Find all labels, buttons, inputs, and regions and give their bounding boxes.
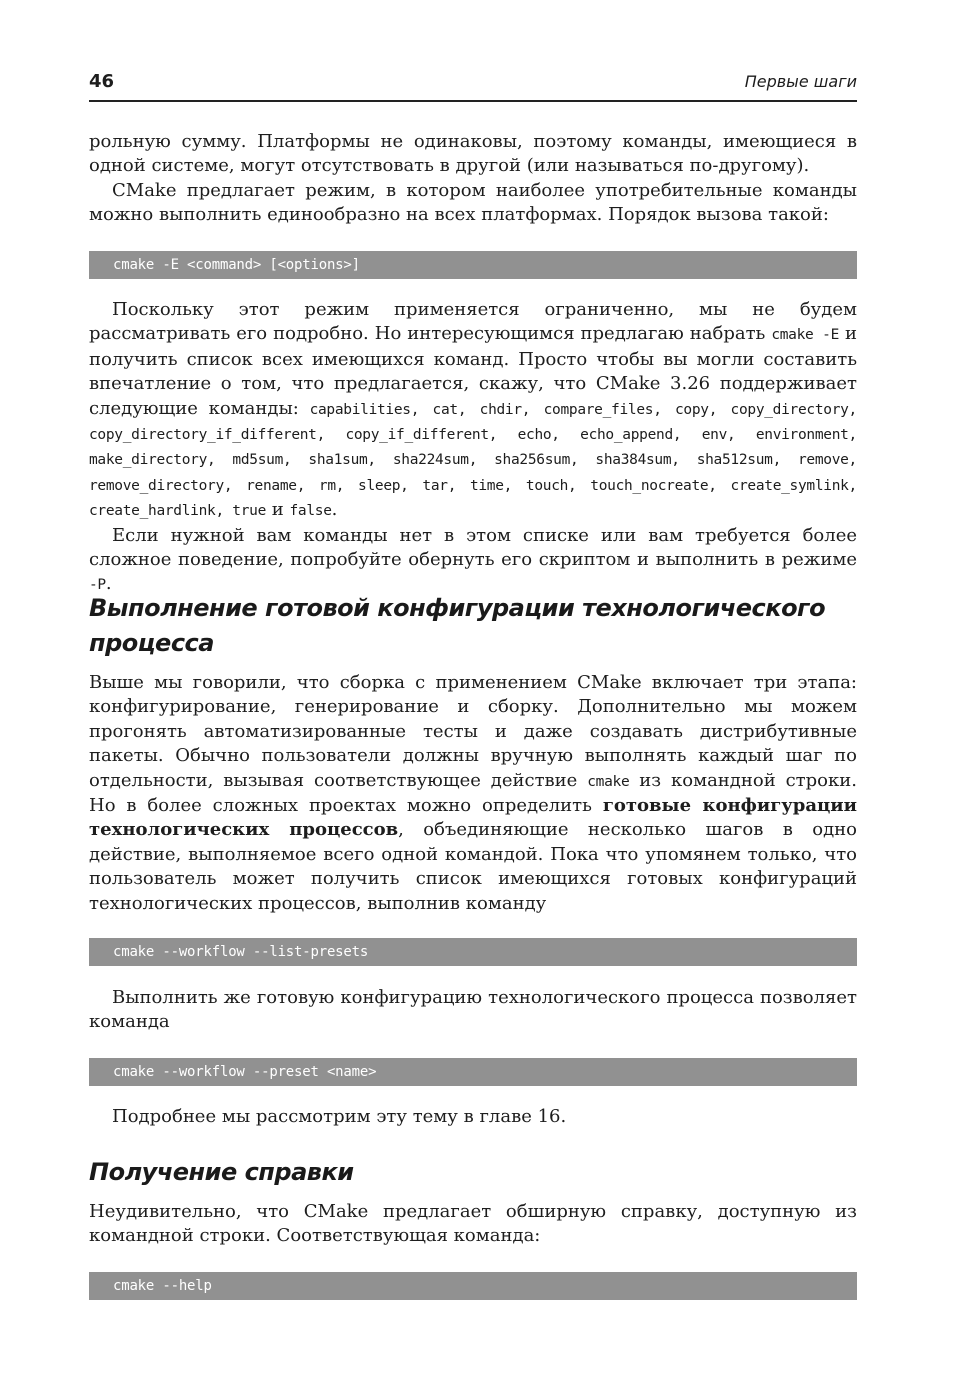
paragraph-5-text-a: Выше мы говорили, что сборка с применением CMake включает три этапа: конфигурирование, генерирование и сборку. Дополнительно мы можем прогонять автоматизированные тесты и даже создавать дистрибутивные пакеты. Обычно пользователи должны вручную выполнять каждый шаг по отдельности, вызывая соответствующее действие [89, 672, 857, 791]
paragraph-preset-block [89, 986, 857, 1035]
and-word: и [271, 499, 284, 521]
paragraph-5 [89, 671, 857, 916]
paragraph-7: Подробнее мы рассмотрим эту тему в главе 16. [112, 1106, 567, 1127]
paragraph-help-block [89, 1200, 857, 1249]
paragraph-chapter-ref-block [89, 1105, 857, 1129]
paragraph-5-text-c: , объединяющие несколько шагов в одно действие, выполняемое всего одной командой. Пока что упомянем только, что пользователь может получить список имеющихся готовых конфигураций технологических процессов, выполнив команду [89, 819, 857, 914]
code-block-help: cmake --help [89, 1272, 857, 1300]
paragraph-4 [89, 524, 857, 598]
command-false: false [289, 503, 332, 520]
section-heading-workflow: Выполнение готовой конфигурации технологического процесса [89, 594, 826, 657]
paragraph-4-end: . [105, 573, 112, 595]
paragraph-8: Неудивительно, что CMake предлагает обширную справку, доступную из командной строки. Соответствующая команда: [89, 1201, 857, 1247]
paragraph-3-text-b: и получить список всех имеющихся команд. Просто чтобы вы могли составить впечатление о том, что предлагается, скажу, что CMake 3.26 поддерживает следующие команды: [89, 323, 857, 419]
paragraph-5-text-b: из командной строки. Но в более сложных проектах можно определить [89, 769, 857, 817]
paragraph-3-end: . [331, 499, 338, 521]
paragraph-continuation [89, 130, 857, 228]
bold-term: готовые конфигурации технологических процессов [89, 795, 858, 841]
command-list: capabilities, cat, chdir, compare_files, copy, copy_directory, copy_directory_if_different, copy_if_different, echo, echo_append, env, environment, make_directory, md5sum, sha1sum, sha224sum, sha256sum, sha384sum, sha512sum, remove, remove_directory, rename, rm, sleep, tar, time, touch, touch_nocreate, create_symlink, create_hardlink, true [89, 401, 857, 520]
paragraph-commands [89, 298, 857, 598]
paragraph-2: CMake предлагает режим, в котором наиболее употребительные команды можно выполнить единообразно на всех платформах. Порядок вызова такой: [89, 179, 857, 226]
code-block-preset-name: cmake --workflow --preset <name> [89, 1058, 857, 1086]
paragraph-4-text: Если нужной вам команды нет в этом списке или вам требуется более сложное поведение, попробуйте обернуть его скриптом и выполнить в режиме [89, 524, 857, 571]
inline-code-p: -P [89, 577, 106, 594]
paragraph-3 [89, 298, 857, 524]
running-title: Первые шаги [744, 72, 857, 91]
page-header [89, 70, 857, 102]
code-block-list-presets: cmake --workflow --list-presets [89, 938, 857, 966]
inline-code-cmake-e: cmake -E [771, 327, 840, 344]
paragraph-workflow-block [89, 671, 857, 916]
paragraph-3-text-a: Поскольку этот режим применяется ограниченно, мы не будем рассматривать его подробно. Но интересующимся предлагаю набрать [89, 299, 857, 345]
code-block-e-mode: cmake -E <command> [<options>] [89, 251, 857, 279]
paragraph-1: рольную сумму. Платформы не одинаковы, поэтому команды, имеющиеся в одной системе, могут отсутствовать в другой (или называться по-другому). [89, 131, 857, 177]
inline-code-cmake: cmake [587, 773, 630, 790]
page-number: 46 [89, 71, 115, 92]
section-heading-help: Получение справки [89, 1158, 354, 1186]
paragraph-6: Выполнить же готовую конфигурацию технологического процесса позволяет команда [89, 987, 857, 1033]
